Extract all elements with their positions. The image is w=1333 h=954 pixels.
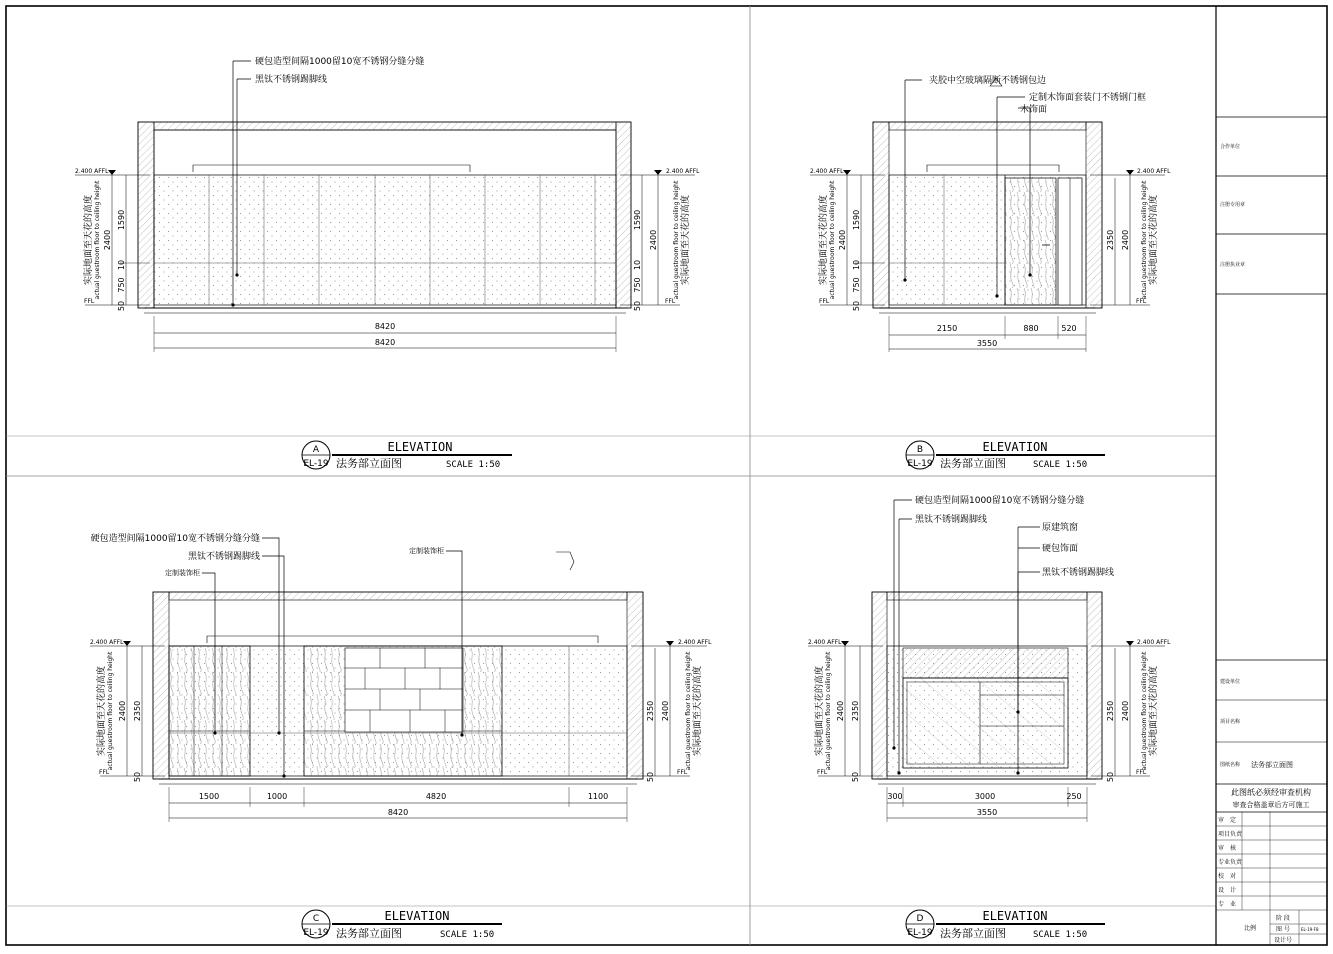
title-c-main: ELEVATION [384,909,450,923]
tb-stage-label: 阶 段 [1276,915,1290,922]
note-a-1: 硬包造型间隔1000留10宽不锈钢分缝分缝 [255,57,425,67]
dim-a-v2: 10 [117,259,126,271]
dim-c-h1: 1500 [198,792,220,801]
note-c-3: 定制装饰柜 [165,569,200,577]
height-note-a-en-l: actual guestroom floor to ceiling height [94,180,101,300]
height-note-a-cn-l: 实际地面至天花的高度 [84,194,94,286]
title-b-letter: B [916,445,924,455]
dim-b-v4: 50 [852,300,861,312]
sheet-border [6,6,1327,945]
tb-row-7: 专 业 [1218,901,1237,908]
dim-b-h3: 520 [1061,324,1077,333]
dim-c-v2: 2400 [118,700,127,722]
dim-a-h1: 8420 [374,322,396,331]
tb-drawing-no-label: 图 号 [1276,926,1290,933]
title-a [302,440,512,470]
tb-row-6: 设 计 [1218,887,1237,894]
title-d-scale: SCALE 1:50 [1033,930,1088,940]
tb-drawing-no: EL-19-F8 [1301,927,1319,932]
note-d-2: 黑钛不锈钢踢脚线 [915,515,988,525]
height-note-c-en-r: actual guestroom floor to ceiling height [685,651,692,771]
note-c-4: 定制装饰柜 [409,547,444,555]
title-d [906,909,1105,940]
tb-scale-label: 比例 [1244,925,1257,932]
note-d-1: 硬包造型间隔1000留10宽不锈钢分缝分缝 [915,496,1085,506]
dim-d-h1: 300 [887,792,903,801]
level-a-right: 2.400 AFFL [666,168,700,175]
title-a-main: ELEVATION [387,440,453,454]
dim-d-h4: 3550 [976,808,998,817]
dim-c-v4: 2350 [646,700,655,722]
title-d-ref: EL-19 [907,928,933,938]
dim-c-h5: 8420 [387,808,409,817]
title-a-ref: EL-19 [303,459,329,469]
note-b-2: 定制木饰面套装门不锈钢门框 [1029,93,1147,103]
tb-reg-stamp: 注册专用章 [1220,202,1246,208]
dim-a-v1: 1590 [117,209,126,231]
dim-b-v7: 2400 [1121,229,1130,251]
dim-a-v10: 2400 [649,229,658,251]
title-b-ref: EL-19 [907,459,933,469]
dim-d-v3: 50 [851,771,860,783]
height-note-d-en-r: actual guestroom floor to ceiling height [1141,651,1148,771]
tb-practice-stamp: 注册执业章 [1220,262,1246,268]
height-note-d-cn-r: 实际地面至天花的高度 [1149,665,1159,757]
dim-a-v8: 750 [633,277,642,293]
dim-d-v1: 2350 [851,700,860,722]
level-a-left: 2.400 AFFL [75,168,109,175]
ffl-a-right: FFL [665,298,676,305]
dim-a-v3: 750 [117,277,126,293]
dim-d-v6: 50 [1106,771,1115,783]
dim-a-h2: 8420 [374,338,396,347]
height-note-a-cn-r: 实际地面至天花的高度 [681,194,691,286]
dim-c-v5: 2400 [661,700,670,722]
note-b-3: 木饰面 [1020,105,1048,115]
title-d-sub: 法务部立面图 [940,927,1006,940]
tb-row-3: 审 核 [1218,845,1237,852]
tb-review-2: 审查合格盖章后方可施工 [1232,801,1310,809]
ffl-a-left: FFL [84,298,95,305]
height-note-d-cn-l: 实际地面至天花的高度 [815,665,825,757]
dim-d-h3: 250 [1066,792,1082,801]
note-c-2: 黑钛不锈钢踢脚线 [187,552,260,562]
note-d-5: 黑钛不锈钢踢脚线 [1042,568,1115,578]
title-b-main: ELEVATION [982,440,1048,454]
dim-a-v4: 50 [117,300,126,312]
level-b-left: 2.400 AFFL [810,168,844,175]
dim-c-v1: 2350 [133,700,142,722]
note-c-1: 硬包造型间隔1000留10宽不锈钢分缝分缝 [90,534,260,544]
height-note-b-cn-r: 实际地面至天花的高度 [1149,194,1159,286]
tb-row-2: 项目负责 [1218,831,1243,838]
height-note-b-en-r: actual guestroom floor to ceiling height [1141,180,1148,300]
title-a-sub: 法务部立面图 [336,457,402,470]
height-note-a-en-r: actual guestroom floor to ceiling height [673,180,680,300]
dim-b-h4: 3550 [976,339,998,348]
title-a-scale: SCALE 1:50 [446,460,501,470]
dim-b-h1: 2150 [936,324,958,333]
title-b-scale: SCALE 1:50 [1033,460,1088,470]
note-d-3: 原建筑窗 [1042,523,1079,533]
elevation-b [810,78,1165,352]
title-c-sub: 法务部立面图 [336,927,402,940]
note-b-1: 夹胶中空玻璃隔断不锈钢包边 [929,76,1047,86]
height-note-b-en-l: actual guestroom floor to ceiling height [829,180,836,300]
tb-project: 项目名称 [1220,719,1241,725]
dim-c-v3: 50 [133,771,142,783]
height-note-c-cn-r: 实际地面至天花的高度 [693,665,703,757]
height-note-b-cn-l: 实际地面至天花的高度 [819,194,829,286]
dim-c-h2: 1000 [266,792,288,801]
title-b-sub: 法务部立面图 [940,457,1006,470]
level-b-right: 2.400 AFFL [1137,168,1171,175]
tb-cooperation: 合作单位 [1220,144,1241,150]
dim-a-v6: 1590 [633,209,642,231]
tb-row-4: 专业负责 [1218,859,1243,866]
tb-row-1: 审 定 [1218,817,1237,824]
title-c-scale: SCALE 1:50 [440,930,495,940]
note-a-2: 黑钛不锈钢踢脚线 [255,75,328,85]
dim-b-v1: 1590 [852,209,861,231]
tb-client: 建设单位 [1220,679,1241,685]
level-c-left: 2.400 AFFL [90,639,124,646]
elevation-c [90,538,707,822]
ffl-d-left: FFL [817,769,828,776]
tb-row-5: 校 对 [1218,873,1237,880]
dim-c-h3: 4820 [425,792,447,801]
title-c [302,909,502,940]
level-c-right: 2.400 AFFL [678,639,712,646]
dim-a-v5: 2400 [103,229,112,251]
height-note-d-en-l: actual guestroom floor to ceiling height [825,651,832,771]
dim-c-h4: 1100 [587,792,609,801]
title-a-letter: A [312,445,320,455]
dim-a-v7: 10 [633,259,642,271]
tb-review-1: 此图纸必须经审查机构 [1231,788,1311,797]
dim-d-v2: 2400 [836,700,845,722]
ffl-b-left: FFL [819,298,830,305]
dim-c-v6: 50 [646,771,655,783]
dim-b-h2: 880 [1023,324,1039,333]
dim-d-h2: 3000 [974,792,996,801]
dim-a-v9: 50 [633,300,642,312]
tb-designer-no-label: 设计号 [1274,937,1293,944]
level-d-left: 2.400 AFFL [808,639,842,646]
dim-d-v4: 2350 [1106,700,1115,722]
title-b [906,440,1105,470]
ffl-d-right: FFL [1136,769,1147,776]
ffl-c-left: FFL [99,769,110,776]
title-d-letter: D [916,914,924,924]
ffl-b-right: FFL [1136,298,1147,305]
title-d-main: ELEVATION [982,909,1048,923]
height-note-c-en-l: actual guestroom floor to ceiling height [107,651,114,771]
title-c-ref: EL-19 [303,928,329,938]
note-d-4: 硬包饰面 [1042,544,1079,554]
dim-b-v5: 2400 [838,229,847,251]
tb-drawing-name-label: 图纸名称 [1220,762,1241,768]
dim-d-v5: 2400 [1121,700,1130,722]
dim-b-v3: 750 [852,277,861,293]
height-note-c-cn-l: 实际地面至天花的高度 [97,665,107,757]
dim-b-v6: 2350 [1106,229,1115,251]
title-c-letter: C [312,914,320,924]
ffl-c-right: FFL [677,769,688,776]
level-d-right: 2.400 AFFL [1137,639,1171,646]
tb-drawing-name: 法务部立面图 [1251,761,1293,769]
dim-b-v2: 10 [852,259,861,271]
elevation-a [75,61,695,352]
